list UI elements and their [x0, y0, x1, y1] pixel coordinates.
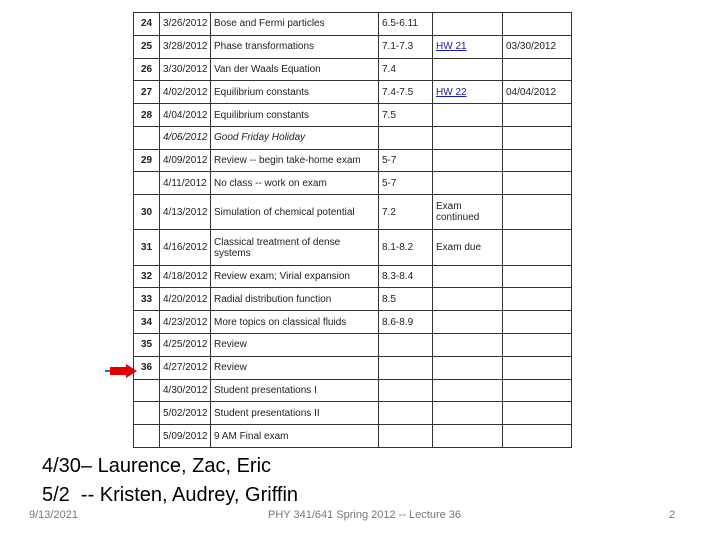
presentation-note-1: 4/30– Laurence, Zac, Eric — [42, 455, 272, 477]
cell-due-date — [503, 265, 572, 288]
cell-topic: 9 AM Final exam — [211, 425, 379, 448]
cell-homework — [433, 58, 503, 81]
cell-date: 4/27/2012 — [160, 356, 211, 379]
cell-date: 3/30/2012 — [160, 58, 211, 81]
table-row — [134, 334, 572, 357]
cell-due-date — [503, 288, 572, 311]
cell-lecture-number: 25 — [134, 35, 160, 58]
cell-due-date — [503, 356, 572, 379]
cell-homework — [433, 265, 503, 288]
cell-topic: Classical treatment of dense systems — [211, 230, 379, 265]
cell-topic: Review exam; Virial expansion — [211, 265, 379, 288]
cell-date: 4/06/2012 — [160, 126, 211, 149]
red-arrow-icon — [104, 364, 138, 378]
cell-topic: No class -- work on exam — [211, 172, 379, 195]
cell-lecture-number — [134, 126, 160, 149]
cell-topic: Review — [211, 356, 379, 379]
table-row — [134, 35, 572, 58]
cell-topic: Van der Waals Equation — [211, 58, 379, 81]
cell-date: 4/16/2012 — [160, 230, 211, 265]
cell-lecture-number — [134, 402, 160, 425]
cell-lecture-number: 26 — [134, 58, 160, 81]
cell-date: 3/28/2012 — [160, 35, 211, 58]
cell-lecture-number: 32 — [134, 265, 160, 288]
cell-due-date — [503, 379, 572, 402]
cell-homework: Exam continued — [433, 195, 503, 230]
cell-reading — [379, 425, 433, 448]
cell-date: 4/20/2012 — [160, 288, 211, 311]
cell-date: 4/18/2012 — [160, 265, 211, 288]
table-row — [134, 311, 572, 334]
table-row — [134, 149, 572, 172]
cell-lecture-number: 36 — [134, 356, 160, 379]
cell-reading: 7.4-7.5 — [379, 81, 433, 104]
cell-topic: Phase transformations — [211, 35, 379, 58]
cell-homework — [433, 35, 503, 58]
cell-due-date — [503, 230, 572, 265]
cell-lecture-number: 34 — [134, 311, 160, 334]
cell-lecture-number: 29 — [134, 149, 160, 172]
homework-link[interactable]: HW 22 — [436, 86, 467, 98]
cell-topic: Student presentations I — [211, 379, 379, 402]
table-row — [134, 104, 572, 127]
cell-lecture-number — [134, 379, 160, 402]
table-row — [134, 402, 572, 425]
cell-reading — [379, 356, 433, 379]
cell-due-date: 04/04/2012 — [503, 81, 572, 104]
cell-lecture-number: 35 — [134, 334, 160, 357]
cell-due-date — [503, 425, 572, 448]
cell-topic: Review -- begin take-home exam — [211, 149, 379, 172]
cell-reading: 8.5 — [379, 288, 433, 311]
cell-due-date — [503, 195, 572, 230]
cell-due-date — [503, 149, 572, 172]
table-row — [134, 356, 572, 379]
cell-homework — [433, 81, 503, 104]
cell-topic: Simulation of chemical potential — [211, 195, 379, 230]
table-row — [134, 379, 572, 402]
cell-lecture-number: 24 — [134, 13, 160, 36]
cell-homework — [433, 172, 503, 195]
cell-due-date — [503, 334, 572, 357]
cell-reading: 7.5 — [379, 104, 433, 127]
cell-date: 4/09/2012 — [160, 149, 211, 172]
cell-lecture-number — [134, 172, 160, 195]
cell-date: 4/30/2012 — [160, 379, 211, 402]
table-row — [134, 425, 572, 448]
cell-homework — [433, 149, 503, 172]
cell-reading — [379, 402, 433, 425]
cell-topic: Student presentations II — [211, 402, 379, 425]
footer-page-number: 2 — [669, 509, 676, 521]
cell-lecture-number — [134, 425, 160, 448]
cell-reading: 8.1-8.2 — [379, 230, 433, 265]
cell-lecture-number: 31 — [134, 230, 160, 265]
cell-due-date — [503, 126, 572, 149]
cell-homework — [433, 13, 503, 36]
cell-homework — [433, 126, 503, 149]
cell-due-date — [503, 58, 572, 81]
cell-date: 4/04/2012 — [160, 104, 211, 127]
cell-reading: 6.5-6.11 — [379, 13, 433, 36]
cell-due-date — [503, 311, 572, 334]
cell-topic: Equilibrium constants — [211, 104, 379, 127]
cell-date: 4/23/2012 — [160, 311, 211, 334]
cell-topic: More topics on classical fluids — [211, 311, 379, 334]
homework-link[interactable]: HW 21 — [436, 41, 467, 53]
cell-reading: 8.6-8.9 — [379, 311, 433, 334]
cell-topic: Equilibrium constants — [211, 81, 379, 104]
cell-lecture-number: 27 — [134, 81, 160, 104]
cell-reading: 7.2 — [379, 195, 433, 230]
cell-reading — [379, 379, 433, 402]
cell-homework — [433, 311, 503, 334]
cell-homework — [433, 334, 503, 357]
cell-homework: Exam due — [433, 230, 503, 265]
cell-lecture-number: 33 — [134, 288, 160, 311]
cell-due-date — [503, 402, 572, 425]
table-row — [134, 126, 572, 149]
cell-reading: 5-7 — [379, 172, 433, 195]
cell-date: 5/02/2012 — [160, 402, 211, 425]
cell-homework — [433, 379, 503, 402]
table-row — [134, 288, 572, 311]
cell-date: 4/02/2012 — [160, 81, 211, 104]
cell-due-date — [503, 13, 572, 36]
cell-lecture-number: 30 — [134, 195, 160, 230]
cell-homework — [433, 104, 503, 127]
cell-due-date: 03/30/2012 — [503, 35, 572, 58]
cell-topic: Review — [211, 334, 379, 357]
cell-date: 4/11/2012 — [160, 172, 211, 195]
table-row — [134, 58, 572, 81]
cell-topic: Bose and Fermi particles — [211, 13, 379, 36]
cell-reading — [379, 334, 433, 357]
cell-reading: 5-7 — [379, 149, 433, 172]
cell-date: 5/09/2012 — [160, 425, 211, 448]
cell-reading: 8.3-8.4 — [379, 265, 433, 288]
cell-date: 4/13/2012 — [160, 195, 211, 230]
cell-topic: Radial distribution function — [211, 288, 379, 311]
cell-due-date — [503, 104, 572, 127]
footer-date: 9/13/2021 — [29, 509, 78, 521]
table-row — [134, 230, 572, 265]
cell-date: 3/26/2012 — [160, 13, 211, 36]
cell-homework — [433, 356, 503, 379]
cell-topic: Good Friday Holiday — [211, 126, 379, 149]
course-schedule-table — [133, 12, 572, 448]
cell-lecture-number: 28 — [134, 104, 160, 127]
cell-reading: 7.1-7.3 — [379, 35, 433, 58]
cell-reading — [379, 126, 433, 149]
table-row — [134, 195, 572, 230]
presentation-note-2: 5/2 -- Kristen, Audrey, Griffin — [42, 484, 299, 506]
footer-course: PHY 341/641 Spring 2012 -- Lecture 36 — [268, 509, 462, 521]
cell-homework — [433, 402, 503, 425]
cell-homework — [433, 288, 503, 311]
table-row — [134, 172, 572, 195]
cell-reading: 7.4 — [379, 58, 433, 81]
table-row — [134, 265, 572, 288]
table-row — [134, 13, 572, 36]
schedule-body — [134, 13, 572, 448]
table-row — [134, 81, 572, 104]
cell-date: 4/25/2012 — [160, 334, 211, 357]
cell-homework — [433, 425, 503, 448]
cell-due-date — [503, 172, 572, 195]
